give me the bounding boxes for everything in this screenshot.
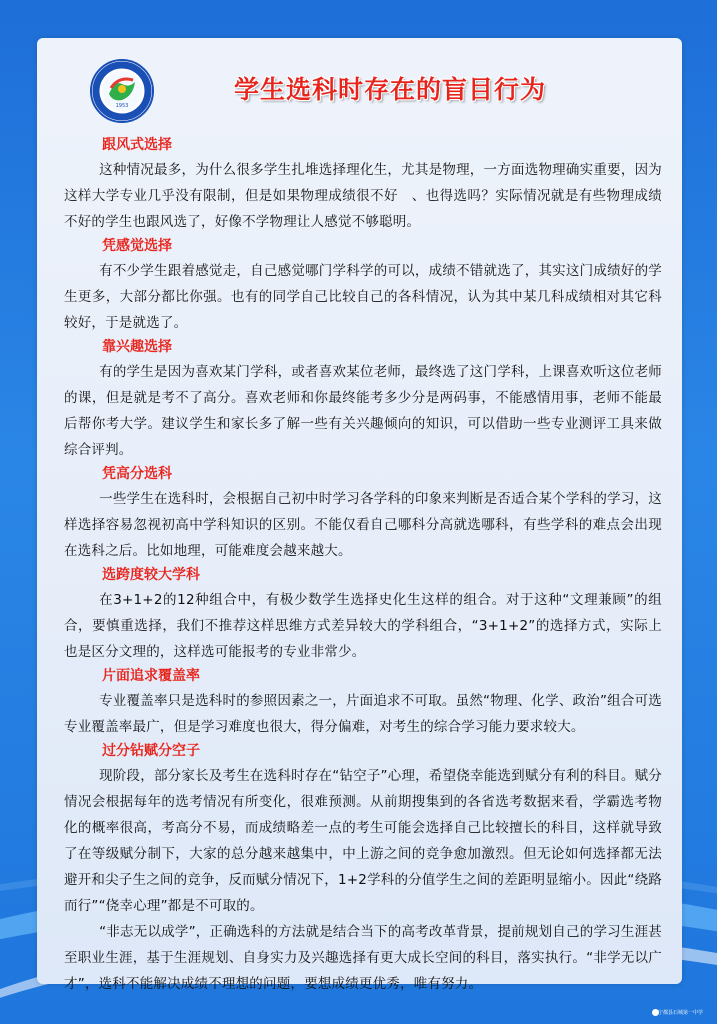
section-heading: 过分钻赋分空子 — [102, 743, 200, 759]
section-paragraph: 有不少学生跟着感觉走，自己感觉哪门学科学的可以，成绩不错就选了，其实这门成绩好的学生更多，大部分都比你强。也有的同学自己比较自己的各科情况，认为其中某几科成绩相对其它科较好，于是就选了。 — [64, 263, 662, 331]
section-paragraph: “非志无以成学”，正确选科的方法就是结合当下的高考改革背景，提前规划自己的学习生涯甚至职业生涯，基于生涯规划、自身实力及兴趣选择有更大成长空间的科目，落实执行。“非学无以广才”，选科不能解决成绩不理想的问题，要想成绩更优秀，唯有努力。 — [64, 924, 662, 992]
section-paragraph: 专业覆盖率只是选科时的参照因素之一，片面追求不可取。虽然“物理、化学、政治”组合可选专业覆盖率最广，但是学习难度也很大，得分偏难，对考生的综合学习能力要求较大。 — [64, 693, 662, 735]
section-heading: 凭高分选科 — [102, 466, 172, 482]
section-heading: 凭感觉选择 — [102, 238, 172, 254]
section-paragraph: 一些学生在选科时，会根据自己初中时学习各学科的印象来判断是否适合某个学科的学习，这样选择容易忽视初高中学科知识的区别。不能仅看自己哪科分高就选哪科，有些学科的难点会出现在选科之后。比如地理，可能难度会越来越大。 — [64, 491, 662, 559]
school-logo — [89, 58, 155, 124]
section-heading: 靠兴趣选择 — [102, 339, 172, 355]
section-paragraph: 有的学生是因为喜欢某门学科，或者喜欢某位老师，最终选了这门学科，上课喜欢听这位老师的课，但是就是考不了高分。喜欢老师和你最终能考多少分是两码事，不能感情用事，老师不能最后帮你考大学。建议学生和家长多了解一些有关兴趣倾向的知识，可以借助一些专业测评工具来做综合评判。 — [64, 364, 662, 458]
section-paragraph: 现阶段，部分家长及考生在选科时存在“钻空子”心理，希望侥幸能选到赋分有利的科目。赋分情况会根据每年的选考情况有所变化，很难预测。从前期搜集到的各省选考数据来看，学霸选考物化的概率很高，考高分不易，而成绩略差一点的考生可能会选择自己比较擅长的科目，这样就导致了在等级赋分制下，大家的总分越来越集中，中上游之间的竞争愈加激烈。但无论如何选择都无法避开和尖子生之间的竞争，反而赋分情况下，1+2学科的分值学生之间的差距明显缩小。因此“绕路而行”“侥幸心理”都是不可取的。 — [64, 768, 662, 914]
svg-text:1953: 1953 — [115, 103, 129, 109]
section-heading: 片面追求覆盖率 — [102, 668, 200, 684]
section-paragraph: 这种情况最多，为什么很多学生扎堆选择理化生，尤其是物理，一方面选物理确实重要，因为这样大学专业几乎没有限制，但是如果物理成绩很不好 、也得选吗？实际情况就是有些物理成绩不好的学生也跟风选了，好像不学物理让人感觉不够聪明。 — [64, 162, 662, 230]
section-heading: 选跨度较大学科 — [102, 567, 200, 583]
footer-school-name: 宁都县石城第一中学 — [657, 1010, 703, 1016]
article-body — [64, 134, 662, 997]
section-paragraph: 在3+1+2的12种组合中，有极少数学生选择史化生这样的组合。对于这种“文理兼顾”的组合，要慎重选择，我们不推荐这样思维方式差异较大的学科组合，“3+1+2”的选择方式，实际上也是区分文理的，这样选可能报考的专业非常少。 — [64, 592, 662, 660]
section-heading: 跟风式选择 — [102, 137, 172, 153]
page-title: 学生选科时存在的盲目行为 — [233, 75, 546, 104]
